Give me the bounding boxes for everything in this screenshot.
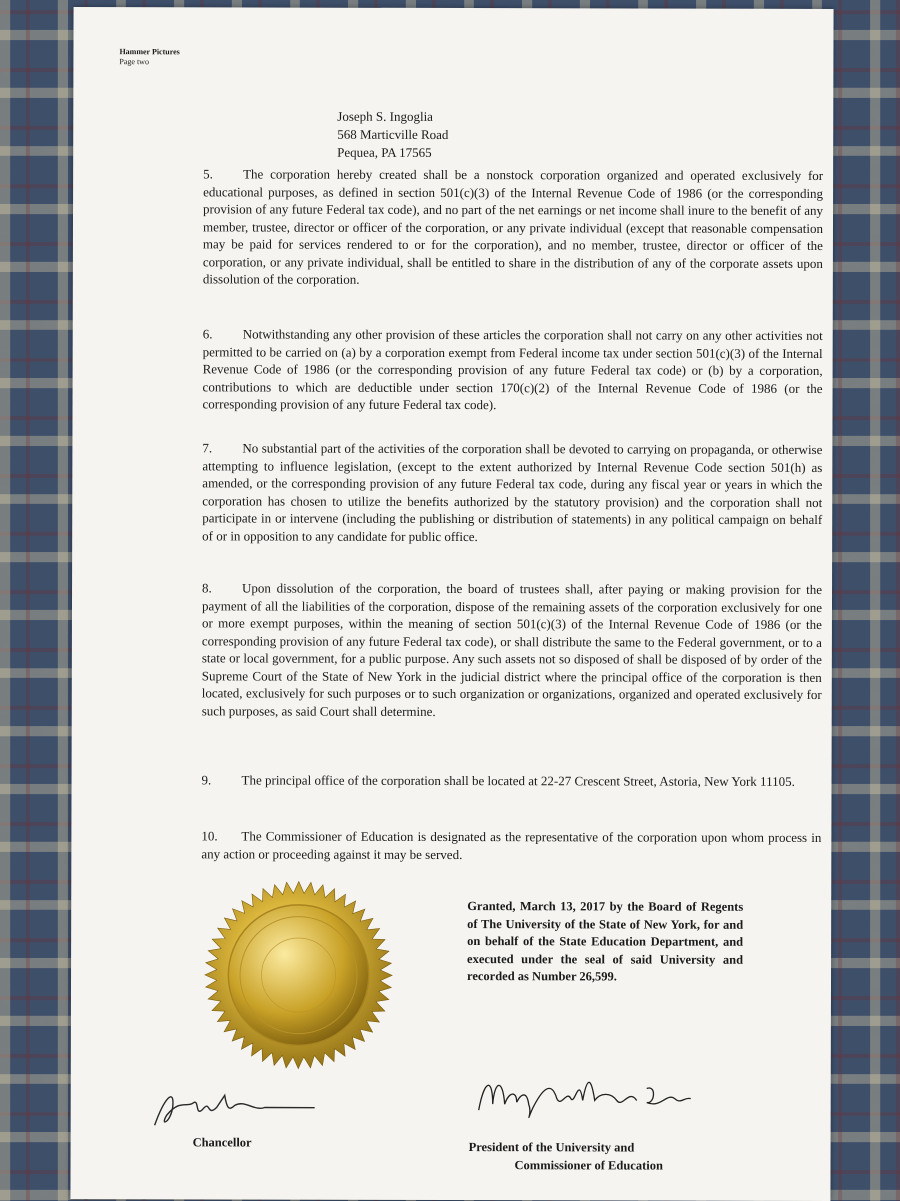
chancellor-title: Chancellor (192, 1135, 252, 1150)
paragraph-text: Notwithstanding any other provision of these articles the corporation shall not carry on any other activities not permitted to be carried on (a) by a corporation exempt from Federal income tax under section 501(c)(3) of the Internal Revenue Code of 1986 (or the corresponding provision of any future Federal tax code) or (b) by a corporation, contributions to which are deductible under section 170(c)(2) of the Internal Revenue Code of 1986 (or the corresponding provision of any future Federal tax code). (202, 326, 823, 413)
header-company: Hammer Pictures (119, 47, 180, 57)
chancellor-signature (145, 1077, 325, 1137)
grant-statement: Granted, March 13, 2017 by the Board of Regents of The University of the State of New York, for and on behalf of the State Education Department, and executed under the seal of said University and recorded as Number 26,599. (467, 899, 744, 984)
address-city: Pequea, PA 17565 (337, 144, 432, 160)
president-title (469, 1138, 663, 1175)
paragraph-text: The corporation hereby created shall be a nonstock corporation organized and operated exclusively for educational purposes, as defined in section 501(c)(3) of the Internal Revenue Code of 1986 (or the corresponding provision of any future Federal tax code), and no part of the net earnings or net income shall inure to the benefit of any member, trustee, director or officer of the corporation, or any private individual (except that reasonable compensation may be paid for services rendered to or for the corporation), and no member, trustee, director or officer of the corporation, or any private individual, shall be entitled to share in the distribution of any of the corporate assets upon dissolution of the corporation. (202, 166, 824, 287)
paragraph-10 (201, 827, 821, 864)
president-title-line1: President of the University and (468, 1140, 635, 1155)
paragraph-8 (202, 579, 822, 721)
president-title-line2: Commissioner of Education (514, 1158, 663, 1173)
paragraph-number: 5. (203, 166, 213, 182)
paragraph-number: 6. (202, 326, 213, 342)
address-street: 568 Marticville Road (337, 126, 449, 142)
president-signature (471, 1068, 701, 1129)
paragraph-text: No substantial part of the activities of the corporation shall be devoted to carrying on propaganda, or otherwise attempting to influence legislation, (except to the extent authorized by Internal Revenue Code section 501(h) as amended, or the corresponding provision of any future Federal tax code, during any fiscal year or years in which the corporation has chosen to utilize the benefits authorized by the statutory provision) and the corporation shall not participate in or intervene (including the publishing or distribution of statements) in any political campaign on behalf of or in opposition to any candidate for public office. (202, 440, 823, 544)
document-page (70, 7, 833, 1201)
paragraph-number: 9. (201, 772, 212, 788)
paragraph-number: 10. (201, 828, 218, 844)
address-name: Joseph S. Ingoglia (337, 108, 433, 124)
university-seal (201, 877, 397, 1073)
paragraph-6 (202, 325, 822, 414)
page-header (119, 47, 179, 67)
paragraph-text: The Commissioner of Education is designated as the representative of the corporation upon whom process in any action or proceeding against it may be served. (201, 828, 822, 862)
paragraph-9 (202, 771, 822, 790)
paragraph-number: 8. (202, 580, 212, 596)
paragraph-text: The principal office of the corporation shall be located at 22-27 Crescent Street, Astoria, New York 11105. (241, 772, 795, 789)
header-page-number: Page two (119, 57, 149, 67)
paragraph-number: 7. (202, 440, 213, 456)
paragraph-7 (202, 439, 822, 546)
paragraph-text: Upon dissolution of the corporation, the board of trustees shall, after paying or making provision for the payment of all the liabilities of the corporation, dispose of the remaining assets of the corporation exclusively for one or more exempt purposes, within the meaning of section 501(c)(3) of the Internal Revenue Code of 1986 (or the corresponding provision of any future Federal tax code), or shall distribute the same to the Federal government, or to a state or local government, for a public purpose. Any such assets not so disposed of shall be disposed of by order of the Supreme Court of the State of New York in the judicial district where the principal office of the corporation is then located, exclusively for such purposes or to such organization or organizations, organized and operated exclusively for such purposes, as said Court shall determine. (201, 580, 823, 719)
address-block (337, 108, 448, 162)
paragraph-5 (203, 165, 823, 289)
